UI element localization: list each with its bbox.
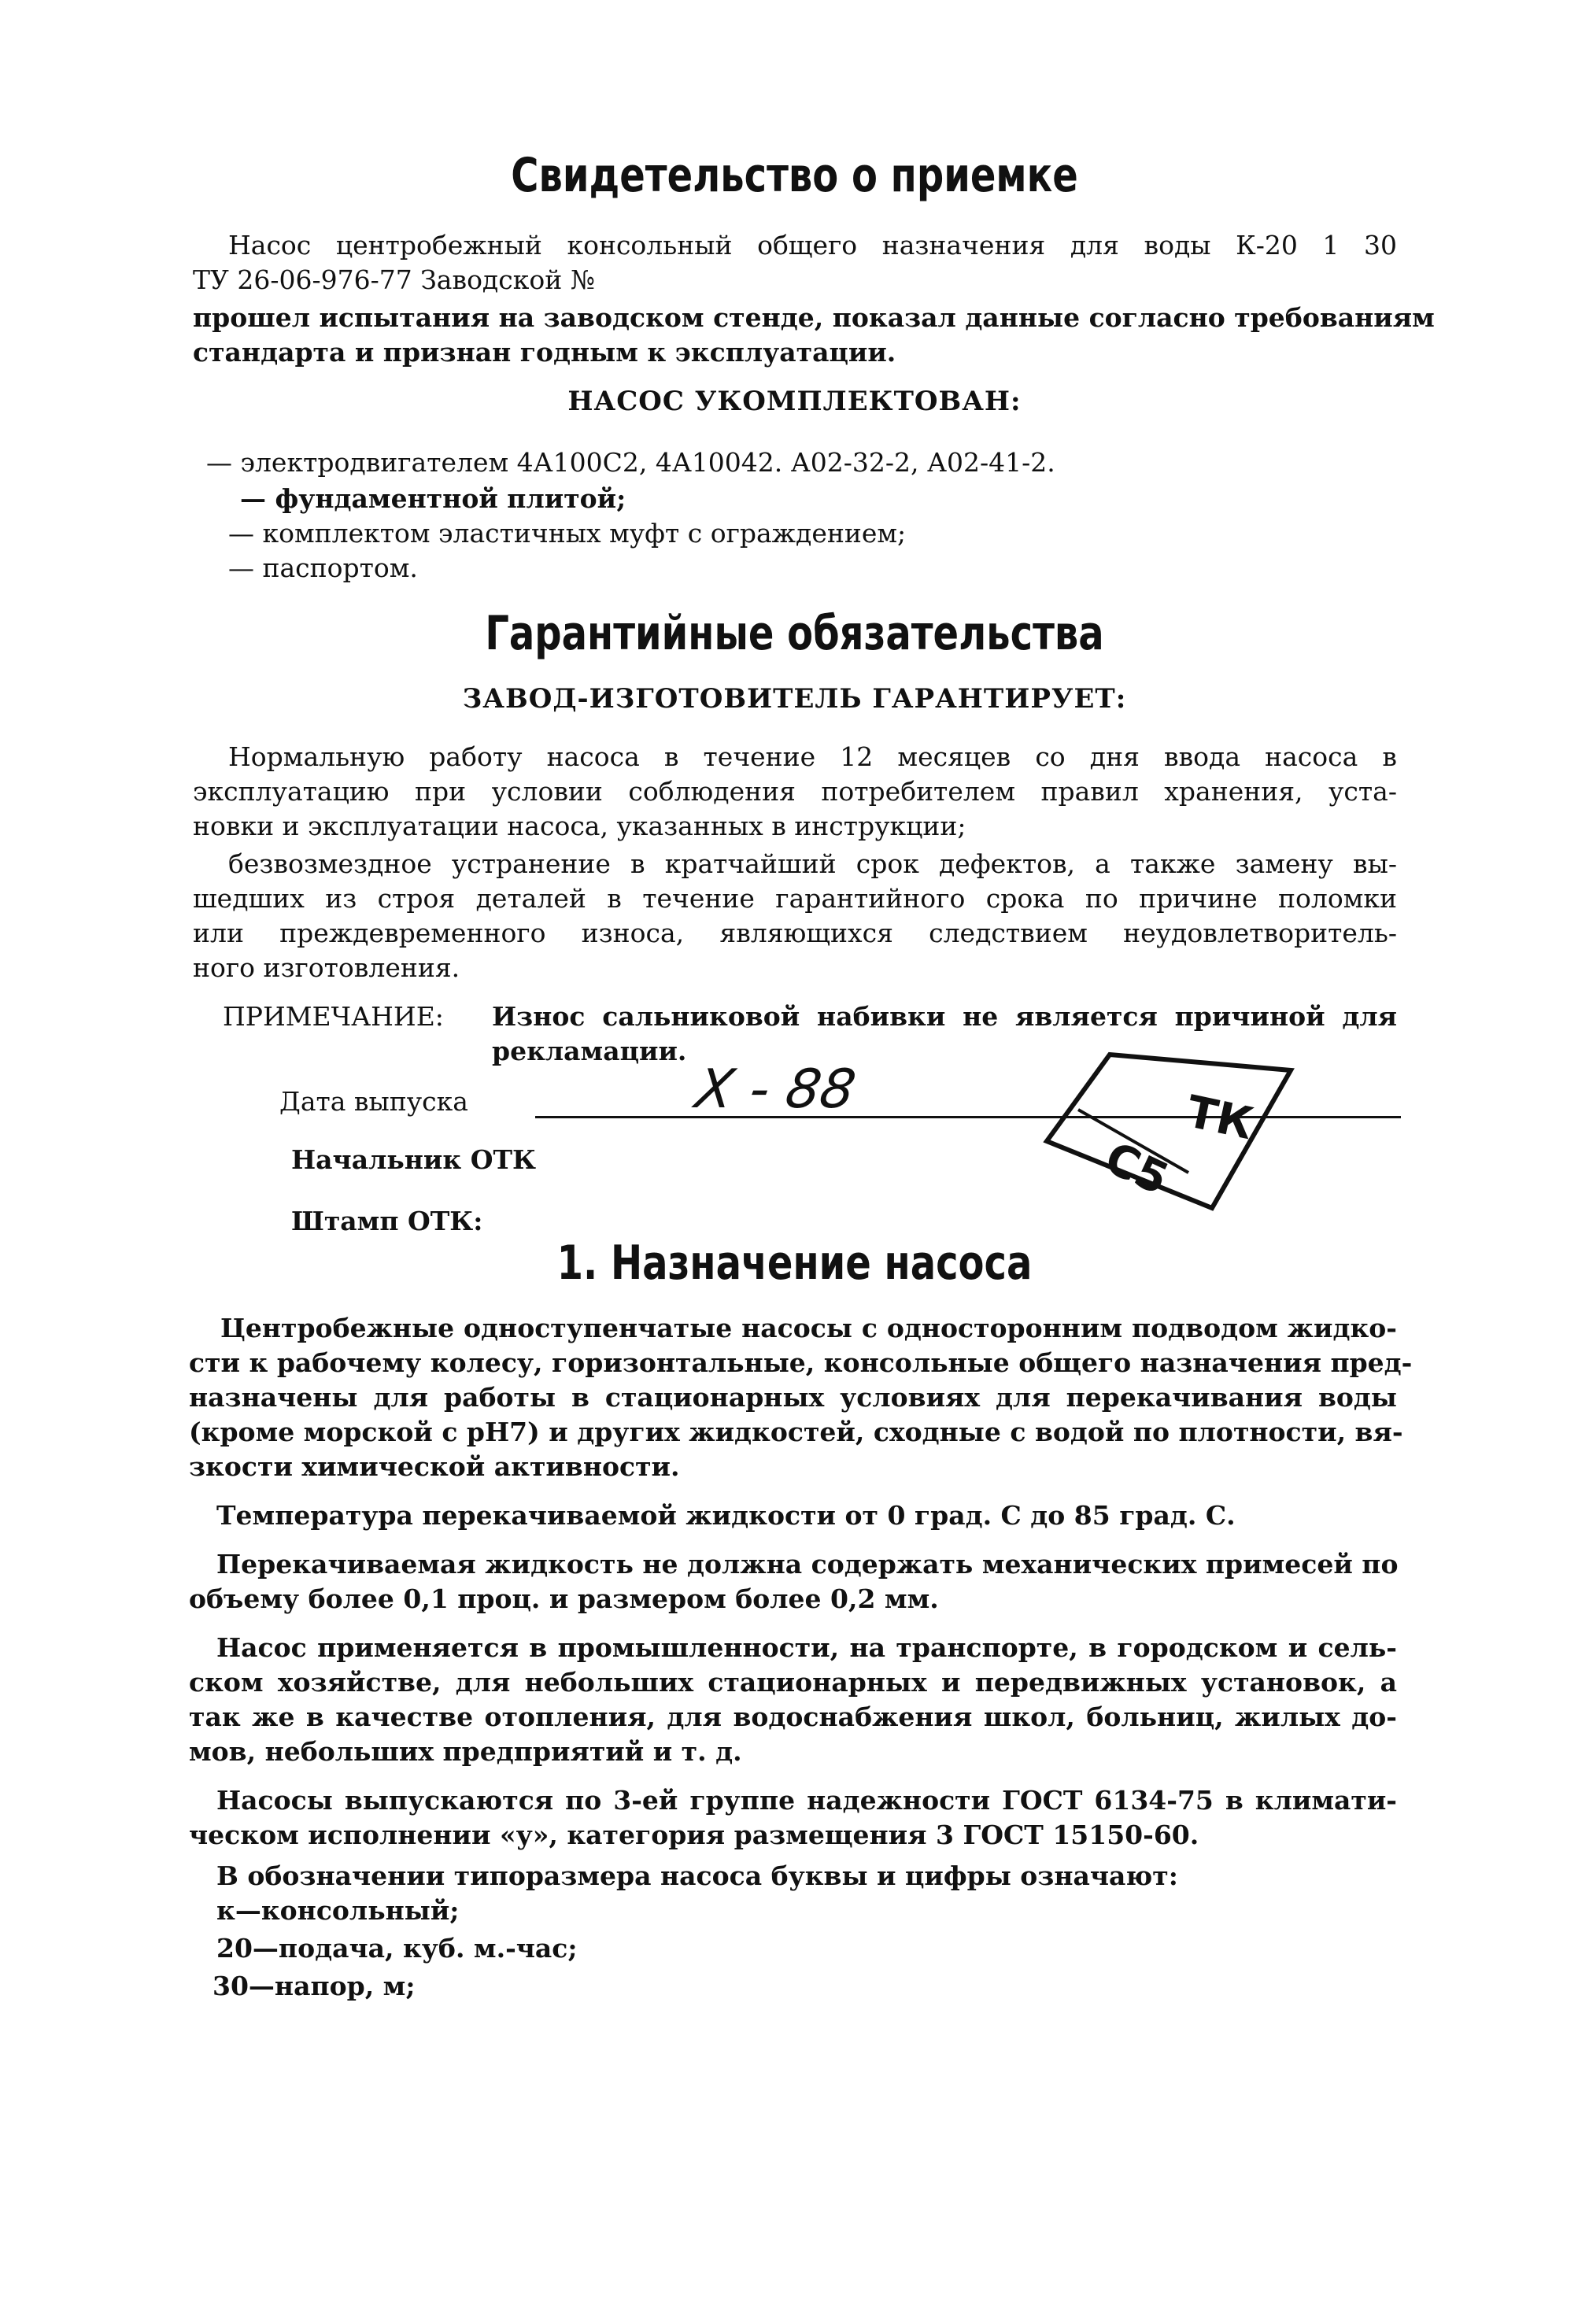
usage-line-4: мов, небольших предприятий и т. д. xyxy=(189,1736,742,1767)
equipment-item: — фундаментной плитой; xyxy=(240,483,626,514)
acceptance-certificate-title: Свидетельство о приемке xyxy=(511,148,1078,203)
warranty-subheading: ЗАВОД-ИЗГОТОВИТЕЛЬ ГАРАНТИРУЕТ: xyxy=(462,683,1127,715)
warranty-title: Гарантийные обязательства xyxy=(485,606,1104,661)
note-label: ПРИМЕЧАНИЕ: xyxy=(223,1001,444,1032)
warranty-line-4: безвозмездное устранение в кратчайший срок дефектов, а также замену вы- xyxy=(228,848,1397,879)
warranty-line-6: или преждевременного износа, являющихся следствием неудовлетворитель- xyxy=(193,918,1397,948)
equipment-item: — электродвигателем 4А100С2, 4А10042. А02-32-2, А02-41-2. xyxy=(206,447,1055,478)
release-date-handwritten: Х - 88 xyxy=(691,1059,860,1121)
designation-item: к—консольный; xyxy=(216,1895,460,1926)
purpose-line-1: Центробежные одноступенчатые насосы с односторонним подводом жидко- xyxy=(220,1313,1397,1343)
acceptance-line-4: стандарта и признан годным к эксплуатации. xyxy=(193,337,896,368)
warranty-line-1: Нормальную работу насоса в течение 12 месяцев со дня ввода насоса в xyxy=(228,741,1397,772)
designation-item: 30—напор, м; xyxy=(212,1971,416,2001)
designation-item: 20—подача, куб. м.-час; xyxy=(216,1933,578,1964)
designation-intro: В обозначении типоразмера насоса буквы и цифры означают: xyxy=(216,1860,1178,1891)
otk-chief-label: Начальник ОТК xyxy=(291,1144,537,1175)
stamp-text-bottom: С5 xyxy=(1097,1132,1177,1206)
stamp-border xyxy=(1047,1055,1291,1208)
equipment-item: — комплектом эластичных муфт с ограждением; xyxy=(228,518,907,549)
acceptance-line-1: Насос центробежный консольный общего назначения для воды К-20 1 30 xyxy=(228,230,1397,260)
temperature-line: Температура перекачиваемой жидкости от 0 град. С до 85 град. С. xyxy=(216,1500,1236,1531)
warranty-line-5: шедших из строя деталей в течение гарантийного срока по причине поломки xyxy=(193,883,1397,914)
purpose-line-2: сти к рабочему колесу, горизонтальные, консольные общего назначения пред- xyxy=(189,1347,1413,1378)
reliability-line-2: ческом исполнении «у», категория размещения 3 ГОСТ 15150-60. xyxy=(189,1820,1199,1850)
acceptance-line-3: прошел испытания на заводском стенде, показал данные согласно требованиям xyxy=(193,302,1435,333)
purpose-line-5: зкости химической активности. xyxy=(189,1451,680,1482)
usage-line-3: так же в качестве отопления, для водоснабжения школ, больниц, жилых до- xyxy=(189,1701,1397,1732)
usage-line-1: Насос применяется в промышленности, на транспорте, в городском и сель- xyxy=(216,1632,1397,1663)
otk-stamp-label: Штамп ОТК: xyxy=(291,1206,483,1236)
impurity-line-2: объему более 0,1 проц. и размером более 0,2 мм. xyxy=(189,1583,939,1614)
warranty-line-7: ного изготовления. xyxy=(193,952,460,983)
note-line-2: рекламации. xyxy=(492,1036,687,1066)
release-date-label: Дата выпуска xyxy=(279,1086,468,1117)
impurity-line-1: Перекачиваемая жидкость не должна содержать механических примесей по xyxy=(216,1549,1399,1580)
equipment-item: — паспортом. xyxy=(228,552,418,583)
usage-line-2: ском хозяйстве, для небольших стационарных и передвижных установок, а xyxy=(189,1667,1397,1698)
stamp-text-top: ТК xyxy=(1182,1086,1258,1151)
warranty-line-3: новки и эксплуатации насоса, указанных в инструкции; xyxy=(193,811,966,841)
acceptance-line-2: ТУ 26-06-976-77 Заводской № xyxy=(193,264,595,295)
warranty-line-2: эксплуатацию при условии соблюдения потребителем правил хранения, уста- xyxy=(193,776,1397,807)
purpose-line-4: (кроме морской с рН7) и других жидкостей, сходные с водой по плотности, вя- xyxy=(189,1417,1403,1447)
purpose-line-3: назначены для работы в стационарных условиях для перекачивания воды xyxy=(189,1382,1397,1413)
reliability-line-1: Насосы выпускаются по 3-ей группе надежности ГОСТ 6134-75 в климати- xyxy=(216,1785,1397,1816)
pump-purpose-title: 1. Назначение насоса xyxy=(556,1236,1033,1291)
equipment-heading: НАСОС УКОМПЛЕКТОВАН: xyxy=(567,386,1022,417)
otk-stamp xyxy=(1039,1039,1306,1228)
note-line-1: Износ сальниковой набивки не является причиной для xyxy=(492,1001,1397,1032)
